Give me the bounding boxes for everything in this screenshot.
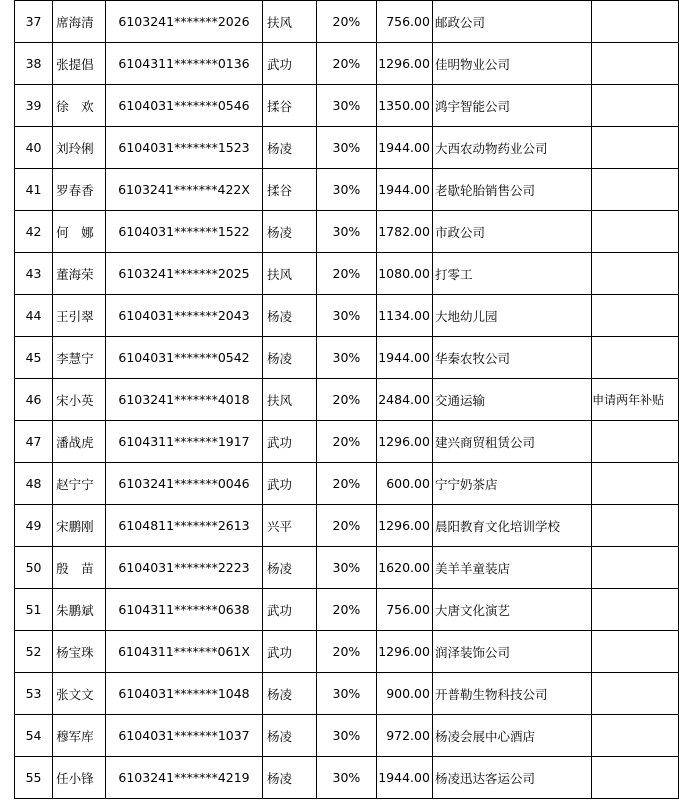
table-row xyxy=(15,85,679,127)
cell-person-name: 刘玲俐 xyxy=(53,127,106,169)
cell-subsidy-ratio: 20% xyxy=(316,421,376,463)
cell-remark xyxy=(592,43,679,85)
cell-row-number: 50 xyxy=(15,547,53,589)
cell-remark xyxy=(592,673,679,715)
cell-subsidy-amount: 1944.00 xyxy=(377,337,433,379)
cell-remark xyxy=(592,547,679,589)
cell-employer: 大西农动物药业公司 xyxy=(432,127,591,169)
cell-employer: 宁宁奶茶店 xyxy=(432,463,591,505)
table-row xyxy=(15,295,679,337)
cell-district: 杨凌 xyxy=(262,127,316,169)
cell-row-number: 46 xyxy=(15,379,53,421)
cell-remark xyxy=(592,85,679,127)
cell-id-number: 6104311*******0638 xyxy=(106,589,263,631)
cell-district: 武功 xyxy=(262,463,316,505)
cell-row-number: 42 xyxy=(15,211,53,253)
cell-employer: 杨凌迅达客运公司 xyxy=(432,757,591,799)
table-body xyxy=(15,1,679,799)
cell-remark xyxy=(592,253,679,295)
cell-subsidy-ratio: 20% xyxy=(316,589,376,631)
cell-remark xyxy=(592,715,679,757)
cell-remark xyxy=(592,1,679,43)
cell-subsidy-amount: 1296.00 xyxy=(377,631,433,673)
cell-subsidy-ratio: 20% xyxy=(316,253,376,295)
cell-id-number: 6104031*******1523 xyxy=(106,127,263,169)
cell-district: 揉谷 xyxy=(262,169,316,211)
cell-person-name: 穆军库 xyxy=(53,715,106,757)
cell-person-name: 席海清 xyxy=(53,1,106,43)
cell-district: 武功 xyxy=(262,631,316,673)
cell-person-name: 李慧宁 xyxy=(53,337,106,379)
cell-subsidy-amount: 1134.00 xyxy=(377,295,433,337)
cell-subsidy-ratio: 30% xyxy=(316,337,376,379)
table-row xyxy=(15,169,679,211)
cell-district: 杨凌 xyxy=(262,295,316,337)
cell-id-number: 6104311*******0136 xyxy=(106,43,263,85)
cell-row-number: 52 xyxy=(15,631,53,673)
cell-subsidy-amount: 1782.00 xyxy=(377,211,433,253)
cell-id-number: 6104031*******0546 xyxy=(106,85,263,127)
cell-id-number: 6104811*******2613 xyxy=(106,505,263,547)
cell-id-number: 6103241*******422X xyxy=(106,169,263,211)
cell-person-name: 宋鹏刚 xyxy=(53,505,106,547)
cell-remark: 申请两年补贴 xyxy=(592,379,679,421)
cell-district: 武功 xyxy=(262,589,316,631)
cell-id-number: 6104311*******061X xyxy=(106,631,263,673)
cell-district: 扶风 xyxy=(262,253,316,295)
cell-subsidy-amount: 1944.00 xyxy=(377,127,433,169)
cell-employer: 大地幼儿园 xyxy=(432,295,591,337)
cell-employer: 老歇轮胎销售公司 xyxy=(432,169,591,211)
cell-employer: 美羊羊童装店 xyxy=(432,547,591,589)
cell-id-number: 6104031*******2223 xyxy=(106,547,263,589)
cell-subsidy-amount: 1944.00 xyxy=(377,169,433,211)
cell-subsidy-amount: 900.00 xyxy=(377,673,433,715)
cell-id-number: 6103241*******0046 xyxy=(106,463,263,505)
cell-subsidy-amount: 756.00 xyxy=(377,1,433,43)
cell-employer: 大唐文化演艺 xyxy=(432,589,591,631)
cell-remark xyxy=(592,631,679,673)
cell-remark xyxy=(592,757,679,799)
cell-subsidy-ratio: 20% xyxy=(316,463,376,505)
cell-remark xyxy=(592,169,679,211)
cell-person-name: 董海荣 xyxy=(53,253,106,295)
cell-subsidy-amount: 1080.00 xyxy=(377,253,433,295)
table-row xyxy=(15,127,679,169)
cell-subsidy-amount: 1296.00 xyxy=(377,421,433,463)
cell-person-name: 罗春香 xyxy=(53,169,106,211)
table-row xyxy=(15,43,679,85)
cell-subsidy-ratio: 20% xyxy=(316,505,376,547)
cell-employer: 杨凌会展中心酒店 xyxy=(432,715,591,757)
cell-district: 杨凌 xyxy=(262,547,316,589)
table-row xyxy=(15,253,679,295)
cell-employer: 邮政公司 xyxy=(432,1,591,43)
cell-remark xyxy=(592,421,679,463)
cell-district: 揉谷 xyxy=(262,85,316,127)
cell-district: 武功 xyxy=(262,43,316,85)
cell-id-number: 6104031*******1048 xyxy=(106,673,263,715)
cell-district: 武功 xyxy=(262,421,316,463)
cell-person-name: 任小锋 xyxy=(53,757,106,799)
cell-subsidy-ratio: 30% xyxy=(316,673,376,715)
cell-row-number: 51 xyxy=(15,589,53,631)
table-row xyxy=(15,547,679,589)
cell-employer: 市政公司 xyxy=(432,211,591,253)
cell-row-number: 43 xyxy=(15,253,53,295)
cell-id-number: 6104031*******0542 xyxy=(106,337,263,379)
cell-employer: 佳明物业公司 xyxy=(432,43,591,85)
cell-id-number: 6104031*******2043 xyxy=(106,295,263,337)
cell-employer: 打零工 xyxy=(432,253,591,295)
cell-person-name: 潘战虎 xyxy=(53,421,106,463)
cell-subsidy-ratio: 20% xyxy=(316,631,376,673)
cell-district: 杨凌 xyxy=(262,757,316,799)
cell-person-name: 宋小英 xyxy=(53,379,106,421)
cell-employer: 开普勒生物科技公司 xyxy=(432,673,591,715)
cell-id-number: 6104311*******1917 xyxy=(106,421,263,463)
cell-subsidy-ratio: 30% xyxy=(316,85,376,127)
cell-id-number: 6104031*******1522 xyxy=(106,211,263,253)
cell-subsidy-amount: 1944.00 xyxy=(377,757,433,799)
table-row xyxy=(15,715,679,757)
cell-person-name: 殷 苗 xyxy=(53,547,106,589)
table-row xyxy=(15,631,679,673)
cell-remark xyxy=(592,505,679,547)
cell-remark xyxy=(592,589,679,631)
table-row xyxy=(15,505,679,547)
cell-row-number: 38 xyxy=(15,43,53,85)
cell-id-number: 6103241*******4219 xyxy=(106,757,263,799)
table-row xyxy=(15,421,679,463)
cell-id-number: 6103241*******2025 xyxy=(106,253,263,295)
cell-row-number: 40 xyxy=(15,127,53,169)
cell-row-number: 49 xyxy=(15,505,53,547)
table-row xyxy=(15,673,679,715)
cell-person-name: 何 娜 xyxy=(53,211,106,253)
cell-subsidy-ratio: 30% xyxy=(316,715,376,757)
subsidy-table xyxy=(14,0,679,799)
cell-row-number: 55 xyxy=(15,757,53,799)
table-row xyxy=(15,337,679,379)
cell-subsidy-ratio: 20% xyxy=(316,379,376,421)
cell-employer: 建兴商贸租赁公司 xyxy=(432,421,591,463)
cell-subsidy-amount: 1350.00 xyxy=(377,85,433,127)
cell-subsidy-ratio: 30% xyxy=(316,127,376,169)
cell-id-number: 6104031*******1037 xyxy=(106,715,263,757)
cell-district: 扶风 xyxy=(262,379,316,421)
cell-row-number: 47 xyxy=(15,421,53,463)
cell-row-number: 41 xyxy=(15,169,53,211)
cell-subsidy-ratio: 20% xyxy=(316,43,376,85)
cell-employer: 交通运输 xyxy=(432,379,591,421)
cell-subsidy-ratio: 30% xyxy=(316,169,376,211)
cell-employer: 华秦农牧公司 xyxy=(432,337,591,379)
cell-remark xyxy=(592,295,679,337)
cell-remark xyxy=(592,337,679,379)
cell-row-number: 53 xyxy=(15,673,53,715)
cell-subsidy-amount: 600.00 xyxy=(377,463,433,505)
cell-row-number: 54 xyxy=(15,715,53,757)
table-row xyxy=(15,463,679,505)
cell-person-name: 张文文 xyxy=(53,673,106,715)
cell-district: 杨凌 xyxy=(262,715,316,757)
cell-subsidy-ratio: 30% xyxy=(316,757,376,799)
cell-employer: 晨阳教育文化培训学校 xyxy=(432,505,591,547)
cell-row-number: 37 xyxy=(15,1,53,43)
cell-person-name: 徐 欢 xyxy=(53,85,106,127)
cell-remark xyxy=(592,127,679,169)
cell-subsidy-amount: 2484.00 xyxy=(377,379,433,421)
cell-employer: 鸿宇智能公司 xyxy=(432,85,591,127)
cell-subsidy-ratio: 30% xyxy=(316,211,376,253)
cell-district: 兴平 xyxy=(262,505,316,547)
cell-subsidy-amount: 1296.00 xyxy=(377,43,433,85)
cell-district: 杨凌 xyxy=(262,337,316,379)
cell-district: 杨凌 xyxy=(262,673,316,715)
cell-subsidy-ratio: 30% xyxy=(316,547,376,589)
cell-subsidy-amount: 756.00 xyxy=(377,589,433,631)
cell-subsidy-ratio: 20% xyxy=(316,1,376,43)
cell-row-number: 44 xyxy=(15,295,53,337)
cell-remark xyxy=(592,463,679,505)
cell-district: 扶风 xyxy=(262,1,316,43)
cell-id-number: 6103241*******2026 xyxy=(106,1,263,43)
cell-person-name: 赵宁宁 xyxy=(53,463,106,505)
cell-district: 杨凌 xyxy=(262,211,316,253)
cell-person-name: 张提倡 xyxy=(53,43,106,85)
cell-person-name: 王引翠 xyxy=(53,295,106,337)
cell-person-name: 杨宝珠 xyxy=(53,631,106,673)
cell-row-number: 39 xyxy=(15,85,53,127)
cell-person-name: 朱鹏斌 xyxy=(53,589,106,631)
cell-employer: 润泽装饰公司 xyxy=(432,631,591,673)
cell-subsidy-amount: 972.00 xyxy=(377,715,433,757)
table-row xyxy=(15,589,679,631)
cell-remark xyxy=(592,211,679,253)
cell-subsidy-ratio: 30% xyxy=(316,295,376,337)
cell-id-number: 6103241*******4018 xyxy=(106,379,263,421)
table-row xyxy=(15,1,679,43)
cell-subsidy-amount: 1620.00 xyxy=(377,547,433,589)
cell-subsidy-amount: 1296.00 xyxy=(377,505,433,547)
cell-row-number: 48 xyxy=(15,463,53,505)
table-row xyxy=(15,757,679,799)
cell-row-number: 45 xyxy=(15,337,53,379)
table-row xyxy=(15,211,679,253)
table-row xyxy=(15,379,679,421)
